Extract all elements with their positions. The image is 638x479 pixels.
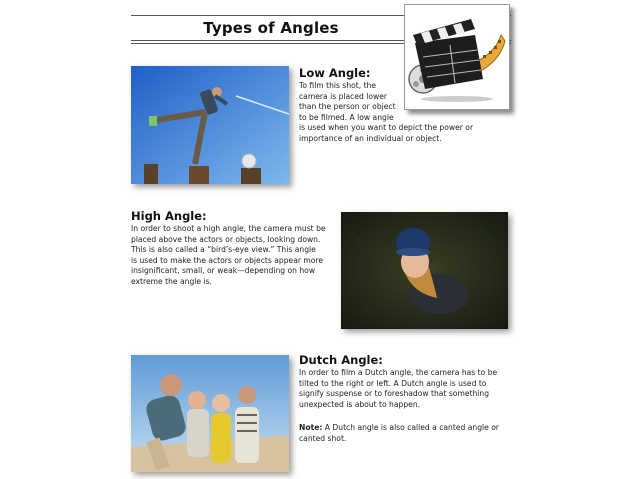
note-text: A Dutch angle is also called a canted angle or — [322, 423, 499, 432]
low-angle-line: to be filmed. A low angle — [299, 112, 394, 122]
high-angle-line: placed above the actors or objects, looking down. — [131, 234, 321, 244]
dutch-angle-note — [299, 423, 499, 444]
dutch-angle-line: signify suspense or to foreshadow that something — [299, 389, 490, 399]
low-angle-line: To film this shot, the — [299, 81, 377, 90]
low-angle-line: importance of an individual or object. — [299, 133, 442, 143]
high-angle-line: In order to shoot a high angle, the camera must be — [131, 224, 326, 233]
low-angle-heading: Low Angle: — [299, 66, 371, 80]
dutch-angle-line: unexpected is about to happen. — [299, 399, 421, 409]
dutch-angle-heading: Dutch Angle: — [299, 353, 383, 367]
high-angle-heading: High Angle: — [131, 209, 207, 223]
dutch-angle-line: In order to film a Dutch angle, the camera has to be — [299, 368, 498, 377]
low-angle-text — [299, 81, 473, 145]
high-angle-text — [131, 224, 326, 288]
dutch-angle-line: tilted to the right or left. A Dutch angle is used to — [299, 378, 487, 388]
low-angle-line: is used when you want to depict the power or — [299, 123, 474, 133]
low-angle-photo — [131, 66, 289, 184]
note-text-line: canted shot. — [299, 433, 347, 443]
high-angle-line: insignificant, small, or weak—depending on how — [131, 266, 316, 276]
dutch-angle-text — [299, 368, 497, 410]
high-angle-line: This is also called a “bird’s-eye view.” This angle — [131, 245, 316, 255]
note-label: Note: — [299, 423, 323, 432]
low-angle-line: than the person or object — [299, 102, 396, 112]
high-angle-line: extreme the angle is. — [131, 276, 212, 286]
low-angle-line: camera is placed lower — [299, 91, 387, 101]
dutch-angle-photo — [131, 355, 289, 472]
page-title: Types of Angles — [203, 19, 339, 37]
high-angle-line: is used to make the actors or objects appear more — [131, 255, 324, 265]
high-angle-photo — [341, 212, 508, 329]
